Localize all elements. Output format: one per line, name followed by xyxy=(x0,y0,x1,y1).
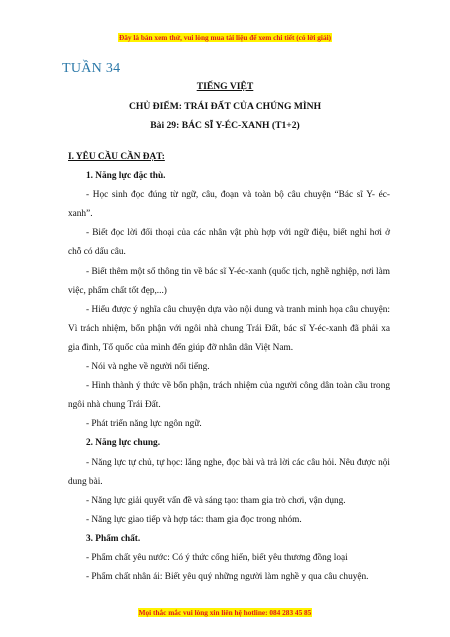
list-item: - Hình thành ý thức về bổn phận, trách nhiệm của người công dân toàn cầu trong ngôi nhà chung Trái Đất. xyxy=(68,381,390,411)
week-label: TUẦN 34 xyxy=(62,61,121,76)
topic-title: CHỦ ĐIỂM: TRÁI ĐẤT CỦA CHÚNG MÌNH xyxy=(128,101,322,112)
footer-notice-text: Mọi thắc mắc vui lòng xin liên hệ hotline: 084 283 45 85 xyxy=(138,608,312,617)
list-item: - Năng lực giao tiếp và hợp tác: tham gia đọc trong nhóm. xyxy=(86,514,302,525)
list-item: - Biết thêm một số thông tin về bác sĩ Y-éc-xanh (quốc tịch, nghề nghiệp, nơi làm việc, phẩm chất tốt đẹp,...) xyxy=(68,266,390,296)
subheading-qualities: 3. Phẩm chất. xyxy=(86,533,141,544)
lesson-title: Bài 29: BÁC SĨ Y-ÉC-XANH (T1+2) xyxy=(150,120,300,131)
header-notice xyxy=(0,27,450,45)
list-item: - Năng lực tự chủ, tự học: lắng nghe, đọc bài và trả lời các câu hỏi. Nêu được nội dung bài. xyxy=(68,457,390,487)
list-item: - Nói và nghe về người nổi tiếng. xyxy=(86,362,210,373)
list-item: - Phát triển năng lực ngôn ngữ. xyxy=(86,419,202,430)
document-body xyxy=(68,148,390,587)
footer-notice xyxy=(0,602,450,620)
list-item: - Học sinh đọc đúng từ ngữ, câu, đoạn và toàn bộ câu chuyện “Bác sĩ Y- éc-xanh”. xyxy=(68,190,390,220)
list-item: - Biết đọc lời đối thoại của các nhân vật phù hợp với ngữ điệu, biết nghỉ hơi ở chỗ có dấu câu. xyxy=(68,228,390,258)
subheading-specific-competence: 1. Năng lực đặc thù. xyxy=(86,171,166,182)
subject-title: TIẾNG VIỆT xyxy=(196,81,254,92)
list-item: - Phẩm chất nhân ái: Biết yêu quý những người làm nghề y qua câu chuyện. xyxy=(86,572,369,583)
list-item: - Năng lực giải quyết vấn đề và sáng tạo: tham gia trò chơi, vận dụng. xyxy=(86,495,346,506)
subheading-general-competence: 2. Năng lực chung. xyxy=(86,438,161,449)
header-notice-text: Đây là bản xem thử, vui lòng mua tài liệu để xem chi tiết (có lời giải) xyxy=(118,33,332,42)
list-item: - Phẩm chất yêu nước: Có ý thức cống hiến, biết yêu thương đồng loại xyxy=(86,552,348,563)
list-item: - Hiểu được ý nghĩa câu chuyện dựa vào nội dung và tranh minh họa câu chuyện: Vì trách nhiệm, bổn phận với ngôi nhà chung Trái Đất, bác sĩ Y-éc-xanh đã phải xa gia đình, Tổ quốc của mình đến giúp đỡ nhân dân Việt Nam. xyxy=(68,304,390,353)
section-heading: I. YÊU CẦU CẦN ĐẠT: xyxy=(68,152,165,162)
